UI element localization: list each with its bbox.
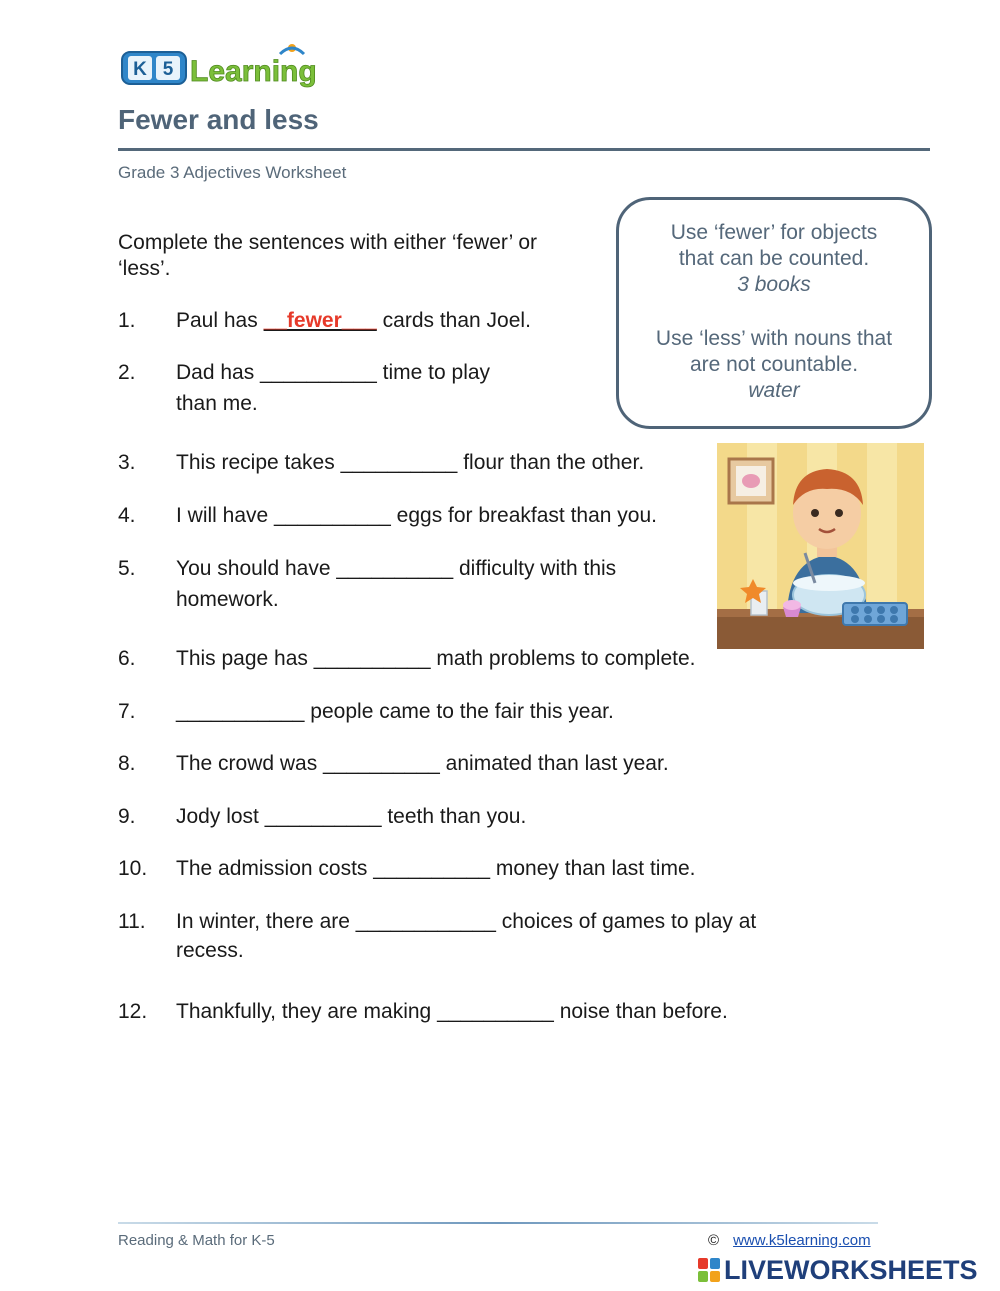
question-text: Paul has: [176, 309, 264, 332]
question-text[interactable]: You should have __________ difficulty with this: [176, 557, 617, 580]
footer-copyright: [708, 1232, 871, 1249]
question-text[interactable]: Jody lost __________ teeth than you.: [176, 805, 527, 828]
footer-url-link[interactable]: www.k5learning.com: [733, 1232, 871, 1249]
svg-text:5: 5: [162, 59, 174, 80]
question-text: recess.: [176, 939, 244, 962]
tip-example: water: [748, 379, 800, 402]
question-number: 4.: [118, 504, 136, 527]
tip-example: 3 books: [737, 273, 811, 296]
question-number: 6.: [118, 647, 136, 670]
question-text[interactable]: I will have __________ eggs for breakfast than you.: [176, 504, 657, 527]
question-number: 9.: [118, 805, 136, 828]
question-text[interactable]: This recipe takes __________ flour than the other.: [176, 451, 645, 474]
liveworksheets-wordmark: LIVEWORKSHEETS: [724, 1254, 978, 1285]
tip-line: Use ‘less’ with nouns that: [655, 327, 893, 350]
tip-line: that can be counted.: [678, 247, 870, 270]
question-number: 1.: [118, 309, 136, 332]
boy-baking-illustration: [717, 443, 924, 649]
footer-divider: [118, 1222, 878, 1224]
liveworksheets-brand: [698, 1256, 978, 1284]
tip-line: Use ‘fewer’ for objects: [670, 221, 878, 244]
question-text: cards than Joel.: [376, 309, 531, 332]
footer-tagline: Reading & Math for K-5: [118, 1232, 275, 1249]
question-text[interactable]: Thankfully, they are making __________ noise than before.: [176, 1000, 728, 1023]
question-number: 8.: [118, 752, 136, 775]
question-number: 2.: [118, 361, 136, 384]
liveworksheets-logo-icon: [698, 1258, 720, 1282]
instructions: Complete the sentences with either ‘fewer’ or ‘less’.: [118, 231, 538, 280]
tip-line: are not countable.: [689, 353, 859, 376]
question-number: 5.: [118, 557, 136, 580]
page-subtitle: Grade 3 Adjectives Worksheet: [118, 163, 347, 182]
question-text[interactable]: In winter, there are ____________ choices of games to play at: [176, 910, 757, 933]
question-number: 10.: [118, 857, 148, 880]
question-number: 7.: [118, 700, 136, 723]
question-number: 11.: [118, 910, 146, 933]
question-text[interactable]: This page has __________ math problems to complete.: [176, 647, 696, 670]
tip-box: [616, 197, 932, 429]
k5-learning-logo: [120, 40, 330, 90]
answer-blank[interactable]: __fewer___: [263, 309, 377, 332]
svg-text:K: K: [133, 59, 147, 80]
question-text[interactable]: The admission costs __________ money than last time.: [176, 857, 696, 880]
question-text: homework.: [176, 588, 279, 611]
page-title: Fewer and less: [118, 104, 319, 135]
question-text[interactable]: The crowd was __________ animated than last year.: [176, 752, 669, 775]
question-text[interactable]: Dad has __________ time to play: [176, 361, 491, 384]
svg-text:Learning: Learning: [190, 55, 317, 88]
question-text: than me.: [176, 392, 258, 415]
question-number: 12.: [118, 1000, 148, 1023]
copyright-symbol: ©: [708, 1232, 720, 1249]
title-divider: [118, 148, 930, 151]
question-text[interactable]: ___________ people came to the fair this year.: [176, 700, 614, 723]
question-number: 3.: [118, 451, 136, 474]
